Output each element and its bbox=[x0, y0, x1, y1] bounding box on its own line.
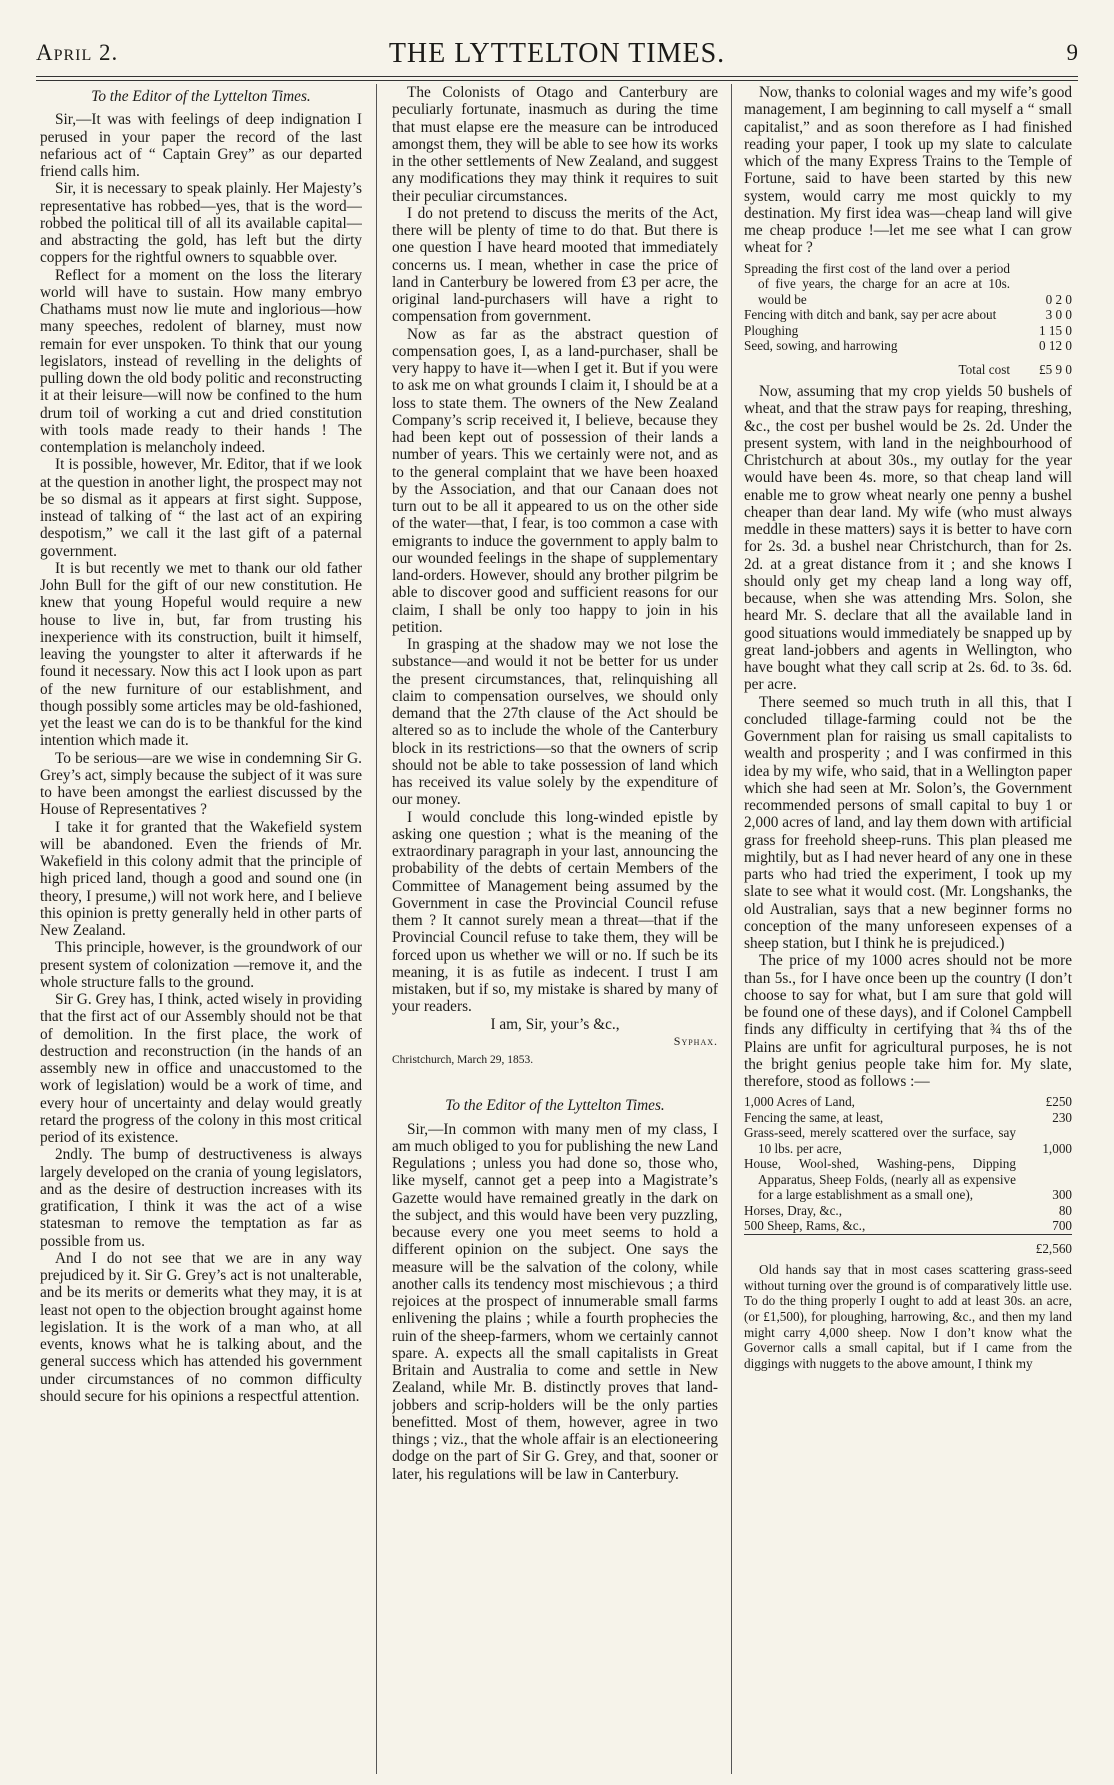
letter-dateline: Christchurch, March 29, 1853. bbox=[392, 1054, 534, 1066]
paragraph: 2ndly. The bump of destructiveness is always largely developed on the crania of young legislators, and as the desire of destruction increases with its gratification, I think it was the act of a wise statesman to remove the temptation as far as possible from us. bbox=[40, 1146, 362, 1250]
total-amount: £2,560 bbox=[1016, 1234, 1072, 1256]
cost-amount: 3 0 0 bbox=[1045, 307, 1072, 322]
paragraph: Sir,—It was with feelings of deep indignation I perused in your paper the record of the last nefarious act of “ Captain Grey” as our departed friend calls him. bbox=[40, 111, 362, 180]
sheep-station-cost-table bbox=[744, 1094, 1072, 1256]
total-row bbox=[744, 1234, 1072, 1256]
cost-amount: 300 bbox=[1052, 1187, 1072, 1203]
cost-label: Horses, Dray, &c., bbox=[744, 1202, 843, 1218]
paragraph: It is but recently we met to thank our old father John Bull for the gift of our new constitution. He knew that young Hopeful would require a new house to live in, but, far from trusting his inexperience with its construction, built it himself, leaving the youngster to alter it afterwards if he found it necessary. Now this act I look upon as part of the new furniture of our establishment, and though possibly some articles may be old-fashioned, yet the least we can do is to be thankful for the kind intention which made it. bbox=[40, 559, 362, 750]
letter-closing: I am, Sir, your’s &c., bbox=[490, 1015, 620, 1033]
paragraph: Now as far as the abstract question of compensation goes, I, as a land-purchaser, shall be very happy to have it—when I get it. But if you were to ask me on what grounds I claim it, I should be at a loss to state them. The owners of the New Zealand Company’s scrip received it, I believe, because they had been kept out of possession of their lands a number of years. This we certainly were not, and as to the general complaint that we have been hoaxed by the Association, and that our Canaan does not turn out to be all it appeared to us on the other side of the water—that, I fear, is too common a case with emigrants to induce the government to apply balm to our wounded feelings in the shape of supplementary land-orders. However, should any brother pilgrim be able to discover good and sufficient reasons for our claim, I shall be only too happy to join in his petition. bbox=[392, 325, 718, 636]
total-row bbox=[744, 354, 1072, 378]
issue-date: April 2. bbox=[36, 40, 119, 65]
cost-amount: £250 bbox=[1045, 1094, 1072, 1110]
masthead-rule-lower bbox=[36, 80, 1078, 81]
paragraph: Now, thanks to colonial wages and my wife’s good management, I am beginning to call myself a “ small capitalist,” and as soon therefore as I had finished reading your paper, I took up my slate to calculate which of the many Express Trains to the Temple of Fortune, said to have been started by this new system, would carry me most quickly to my destination. My first idea was—cheap land will give me cheap produce !—let me see what I can grow wheat for ? bbox=[744, 84, 1072, 257]
table-row bbox=[744, 1218, 1072, 1234]
column-1 bbox=[40, 84, 362, 1774]
page-number: 9 bbox=[1066, 40, 1078, 65]
paragraph: There seemed so much truth in all this, that I concluded tillage-farming could not be the Government plan for raising us small capitalists to wealth and prosperity ; and I was confirmed in this idea by my wife, who said, that in a Wellington paper which she had seen at Mr. Solon’s, the Government recommended persons of small capital to buy 1 or 2,000 acres of land, and lay them down with artificial grass for freehold sheep-runs. This plan pleased me mightily, but as I had never heard of any one in these parts who had tried the experiment, I took up my slate to see what it would cost. (Mr. Longshanks, the old Australian, says that a new beginner forms no conception of the many unforeseen expenses of a sheep station, but I think he is prejudiced.) bbox=[744, 693, 1072, 952]
cost-label: Ploughing bbox=[744, 322, 799, 338]
cost-amount: 0 12 0 bbox=[1039, 338, 1072, 353]
table-row bbox=[744, 1156, 1072, 1203]
paragraph: Sir G. Grey has, I think, acted wisely in providing that the first act of our Assembly should not be that of demolition. In the first place, the work of destruction and reconstruction (in the hands of an assembly new in office and unaccustomed to the work of legislation) would be a work of time, and every hour of uncertainty and delay would greatly retard the progress of the colony in this most critical period of its existence. bbox=[40, 991, 362, 1146]
column-3 bbox=[744, 84, 1072, 1774]
cost-label: 500 Sheep, Rams, &c., bbox=[744, 1218, 866, 1234]
cost-amount: 1,000 bbox=[1042, 1140, 1072, 1156]
wheat-cost-table bbox=[744, 261, 1072, 378]
column-2 bbox=[392, 84, 718, 1774]
table-row bbox=[744, 1110, 1072, 1126]
cost-label: Spreading the first cost of the land over a period of five years, the charge for an acre at 10s. would be bbox=[744, 260, 1010, 307]
cost-amount: 80 bbox=[1058, 1202, 1072, 1218]
table-row bbox=[744, 338, 1072, 354]
cost-label: 1,000 Acres of Land, bbox=[744, 1094, 855, 1110]
paragraph: And I do not see that we are in any way prejudiced by it. Sir G. Grey’s act is not unalterable, and be its merits or demerits what they may, it is at least not open to the objection brought against home legislation. It is the work of a man who, at all events, knows what he is talking about, and the general success which has attended his government under circumstances of no common difficulty should secure for his opinions a respectful attention. bbox=[40, 1249, 362, 1405]
cost-amount: 230 bbox=[1052, 1109, 1072, 1125]
cost-label: Grass-seed, merely scattered over the surface, say 10 lbs. per acre, bbox=[744, 1125, 1016, 1156]
paragraph: In grasping at the shadow may we not lose the substance—and would it not be better for us under the present circumstances, that, relinquishing all claim to compensation ourselves, we should only demand that the 27th clause of the Act should be altered so as to include the whole of the Canterbury block in its restrictions—so that the owners of scrip should not be able to take possession of land which has received its value solely by the expenditure of our money. bbox=[392, 636, 718, 809]
paragraph: Old hands say that in most cases scattering grass-seed without turning over the ground is of comparatively little use. To do the thing properly I ought to add at least 30s. an acre, (or £1,500), for ploughing, harrowing, &c., and then my land might carry 4,000 sheep. Now I don’t know what the Governor calls a small capital, but if I came from the diggings with nuggets to the above amount, I think my bbox=[744, 1262, 1072, 1371]
paragraph: Reflect for a moment on the loss the literary world will have to sustain. How many embryo Chathams must now lie mute and inglorious—how many speeches, redolent of blarney, must now remain for ever unspoken. To think that our young legislators, instead of revelling in the delights of pulling down the old body politic and reconstructing it at their leisure—will now be confined to the hum drum toil of working a cut and dried constitution with tools made ready to their hands ! The contemplation is melancholy indeed. bbox=[40, 266, 362, 456]
paragraph: To be serious—are we wise in condemning Sir G. Grey’s act, simply because the subject of it was sure to have been amongst the earliest discussed by the House of Representatives ? bbox=[40, 749, 362, 819]
letter-heading: To the Editor of the Lyttelton Times. bbox=[91, 88, 311, 105]
cost-amount: 0 2 0 bbox=[1045, 291, 1072, 307]
paragraph: Sir,—In common with many men of my class, I am much obliged to you for publishing the new Land Regulations ; unless you had done so, those who, like myself, cannot get a peep into a Magistrate’s Gazette would have remained greatly in the dark on the subject, and this would have been very puzzling, because every one you meet seems to hold a different opinion on the subject. One says the measure will be the salvation of the colony, while another calls its tendency most mischievous ; a third rejoices at the prospect of innumerable small farms enlivening the plains ; while a fourth prophecies the ruin of the sheep-farmers, whom we certainly cannot spare. A. expects all the small capitalists in Great Britain and Australia to come and settle in New Zealand, while Mr. B. distinctly proves that land-jobbers and scrip-holders will be the only parties benefitted. Most of them, however, agree in two things ; viz., that the whole affair is an electioneering dodge on the part of Sir G. Grey, and that, sooner or later, his regulations will be law in Canterbury. bbox=[392, 1120, 718, 1483]
cost-label: Fencing the same, at least, bbox=[744, 1109, 884, 1125]
letter-signature: Syphax. bbox=[673, 1033, 718, 1048]
paragraph: The price of my 1000 acres should not be more than 5s., for I have once been up the country (I don’t choose to say for what, but I am sure that gold will be found one of these days), and if Colonel Campbell finds any difficulty in certifying that ¾ ths of the Plains are unfit for agricultural purposes, he is not the bright genius people take him for. My slate, therefore, stood as follows :— bbox=[744, 952, 1072, 1090]
table-row bbox=[744, 307, 1072, 323]
column-divider bbox=[731, 84, 732, 1774]
cost-label: Seed, sowing, and harrowing bbox=[744, 338, 898, 353]
total-amount: £5 9 0 bbox=[1039, 361, 1072, 377]
paragraph: I do not pretend to discuss the merits of the Act, there will be plenty of time to do that. But there is one question I have heard mooted that immediately concerns us. I mean, whether in case the price of land in Canterbury be lowered from £3 per acre, the original land-purchasers will have a right to compensation from government. bbox=[392, 204, 718, 326]
paragraph: This principle, however, is the groundwork of our present system of colonization —remove it, and the whole structure falls to the ground. bbox=[40, 939, 362, 991]
cost-amount: 1 15 0 bbox=[1039, 322, 1072, 338]
letter-heading: To the Editor of the Lyttelton Times. bbox=[445, 1097, 665, 1115]
table-row bbox=[744, 1094, 1072, 1110]
table-row bbox=[744, 1125, 1072, 1156]
table-row bbox=[744, 261, 1072, 308]
total-label: Total cost bbox=[958, 361, 1010, 377]
newspaper-title: THE LYTTELTON TIMES. bbox=[388, 38, 726, 69]
table-row bbox=[744, 323, 1072, 339]
paragraph: Now, assuming that my crop yields 50 bushels of wheat, and that the straw pays for reaping, threshing, &c., the cost per bushel would be 2s. 2d. Under the present system, with land in the neighbourhood of Christchurch at about 30s., my outlay for the year would have been 4s. more, so that cheap land will enable me to grow wheat nearly one penny a bushel cheaper than dear land. My wife (who must always meddle in these matters) says it is better to have corn for 2s. 3d. a bushel near Christchurch, than for 2s. 2d. at a great distance from it ; and she knows I should only get my cheap land a long way off, because, when she was attending Mrs. Solon, she heard Mr. S. declare that all the available land in good situations would immediately be snapped up by great land-jobbers and agents in Wellington, who have bought what they call scrip at 2s. 6d. to 3s. 6d. per acre. bbox=[744, 383, 1072, 694]
cost-amount: 700 bbox=[1052, 1218, 1072, 1234]
paragraph: I would conclude this long-winded epistle by asking one question ; what is the meaning of the extraordinary paragraph in your last, announcing the probability of the debts of certain Members of the Committee of Management being assumed by the Government in case the Provincial Council refuse them ? It cannot surely mean a threat—that if the Provincial Council refuse to take them, they will be forced upon us whether we will or no. If such be its meaning, it is as futile as indecent. I trust I am mistaken, but if so, my mistake is shared by many of your readers. bbox=[392, 808, 718, 1016]
paragraph: It is possible, however, Mr. Editor, that if we look at the question in another light, the prospect may not be so dismal as it appears at first sight. Suppose, instead of talking of “ the last act of an expiring despotism,” we call it the last gift of a paternal government. bbox=[40, 456, 362, 560]
total-spacer bbox=[744, 1234, 1016, 1256]
masthead-rule bbox=[36, 76, 1078, 77]
paragraph: Sir, it is necessary to speak plainly. Her Majesty’s representative has robbed—yes, that is the word—robbed the political till of all its available capital—and abstracting the gold, has left but the dirty coppers for the rightful owners to squabble over. bbox=[40, 180, 362, 267]
column-divider bbox=[376, 84, 377, 1774]
table-row bbox=[744, 1203, 1072, 1219]
paragraph: I take it for granted that the Wakefield system will be abandoned. Even the friends of Mr. Wakefield in this colony admit that the principle of high priced land, though a good and sound one (in theory, I presume,) will not work here, and I believe this opinion is pretty generally held in other parts of New Zealand. bbox=[40, 818, 362, 939]
cost-label: House, Wool-shed, Washing-pens, Dipping Apparatus, Sheep Folds, (nearly all as expensive for a large establishment as a small one), bbox=[744, 1156, 1016, 1203]
paragraph: The Colonists of Otago and Canterbury are peculiarly fortunate, inasmuch as during the time that must elapse ere the measure can be introduced amongst them, they will be able to see how its works in the other settlements of New Zealand, and suggest any modifications they may think it requires to suit their peculiar circumstances. bbox=[392, 84, 718, 205]
cost-label: Fencing with ditch and bank, say per acre about bbox=[744, 307, 997, 322]
